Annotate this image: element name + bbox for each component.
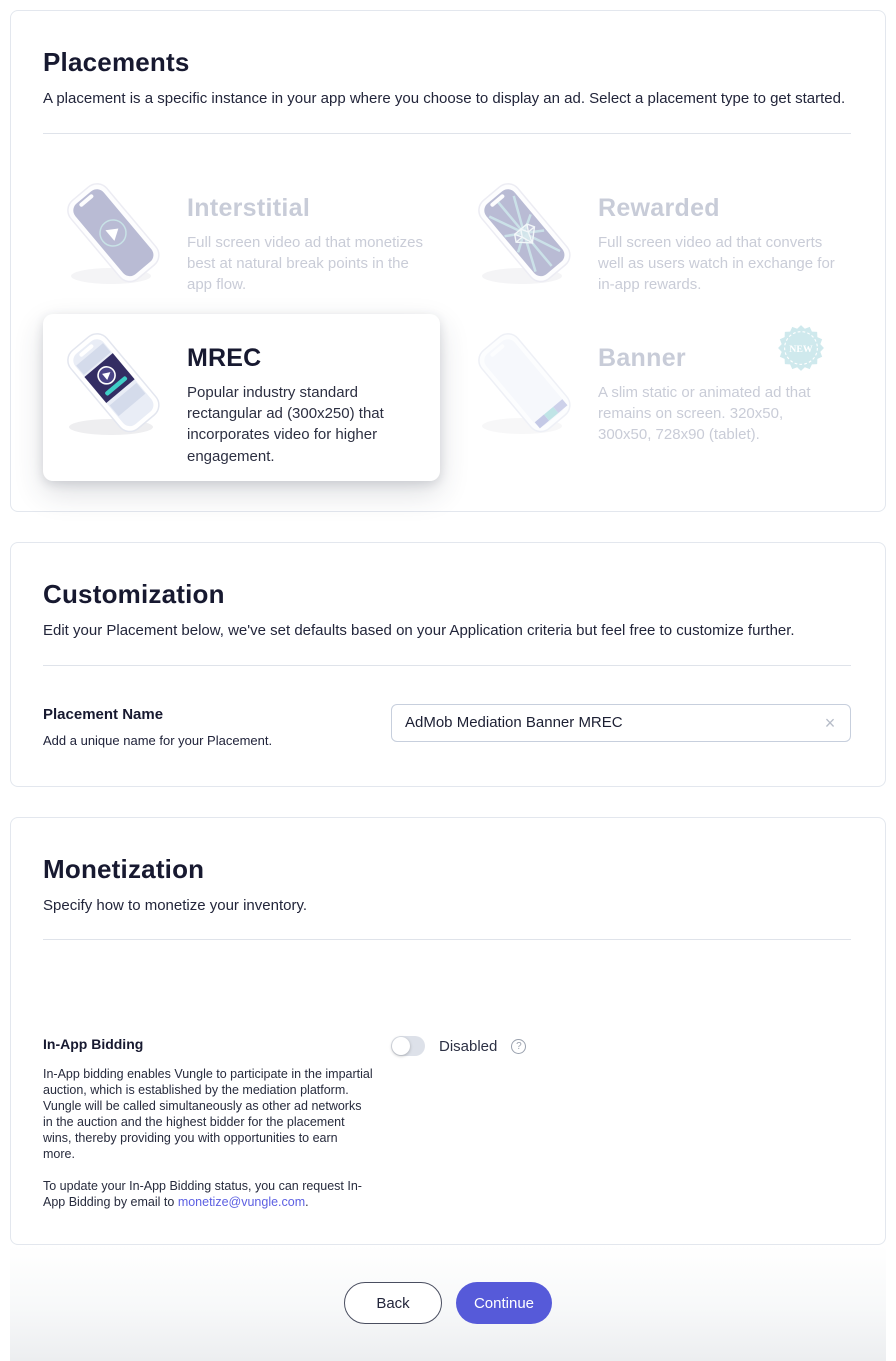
placement-name-helper: Add a unique name for your Placement. bbox=[43, 732, 273, 748]
interstitial-text bbox=[187, 178, 426, 296]
paragraph-2-prefix: To update your In-App Bidding status, you can request In-App Bidding by email to bbox=[43, 1179, 362, 1210]
in-app-bidding-paragraph-1: In-App bidding enables Vungle to participate in the impartial auction, which is established by the mediation platform. Vungle will be called simultaneously as other ad networks in the auction and the highest bidder for the placement wins, thereby providing you with opportunities to earn more. bbox=[43, 1067, 373, 1162]
mrec-title: MREC bbox=[187, 343, 262, 372]
banner-description: A slim static or animated ad that remains on screen. 320x50, 300x50, 728x90 (tablet). bbox=[598, 383, 811, 444]
back-button[interactable]: Back bbox=[344, 1282, 442, 1324]
in-app-bidding-controls bbox=[391, 1036, 526, 1056]
rewarded-description: Full screen video ad that converts well as users watch in exchange for in-app rewards. bbox=[598, 233, 835, 294]
customization-description: Edit your Placement below, we've set defaults based on your Application criteria but feel free to customize further. bbox=[43, 621, 795, 639]
in-app-bidding-paragraph-2 bbox=[43, 1178, 373, 1210]
footer-actions bbox=[10, 1245, 886, 1361]
divider bbox=[43, 939, 851, 940]
banner-phone-icon bbox=[462, 328, 586, 440]
interstitial-phone-icon bbox=[51, 178, 175, 290]
monetization-card bbox=[10, 817, 886, 1246]
placement-name-labels bbox=[43, 704, 391, 748]
new-badge-icon bbox=[777, 324, 825, 372]
monetization-title: Monetization bbox=[43, 853, 205, 884]
divider bbox=[43, 665, 851, 666]
placement-tile-rewarded[interactable] bbox=[454, 164, 851, 310]
interstitial-description: Full screen video ad that monetizes best at natural break points in the app flow. bbox=[187, 233, 423, 294]
toggle-knob bbox=[392, 1037, 410, 1055]
customization-title: Customization bbox=[43, 578, 225, 609]
rewarded-title: Rewarded bbox=[598, 193, 720, 222]
placement-name-input[interactable] bbox=[391, 704, 851, 742]
placements-title: Placements bbox=[43, 47, 190, 77]
new-badge-label: NEW bbox=[789, 343, 813, 355]
continue-button[interactable]: Continue bbox=[456, 1282, 552, 1324]
monetize-email-link[interactable]: monetize@vungle.com bbox=[177, 1195, 306, 1210]
placement-name-input-wrap bbox=[391, 704, 851, 742]
divider bbox=[43, 133, 851, 134]
banner-title: Banner bbox=[598, 343, 686, 372]
mrec-text bbox=[187, 328, 426, 467]
in-app-bidding-row bbox=[43, 1036, 851, 1210]
placement-type-grid bbox=[43, 164, 851, 481]
placement-tile-interstitial[interactable] bbox=[43, 164, 440, 310]
placement-tile-mrec[interactable] bbox=[43, 314, 440, 481]
rewarded-phone-icon bbox=[462, 178, 586, 290]
in-app-bidding-toggle[interactable] bbox=[391, 1036, 425, 1056]
rewarded-text bbox=[598, 178, 837, 296]
help-icon[interactable]: ? bbox=[511, 1039, 526, 1054]
mrec-description: Popular industry standard rectangular ad (300x250) that incorporates video for higher engagement. bbox=[187, 383, 384, 465]
placement-name-label: Placement Name bbox=[43, 705, 164, 723]
monetization-description: Specify how to monetize your inventory. bbox=[43, 896, 308, 914]
in-app-bidding-text bbox=[43, 1036, 391, 1210]
placement-name-row bbox=[43, 704, 851, 748]
placement-tile-banner[interactable] bbox=[454, 314, 851, 481]
interstitial-title: Interstitial bbox=[187, 193, 311, 222]
placements-description: A placement is a specific instance in your app where you choose to display an ad. Select a placement type to get started. bbox=[43, 90, 846, 107]
clear-input-icon[interactable]: × bbox=[819, 712, 841, 734]
placements-card bbox=[10, 10, 886, 512]
paragraph-2-suffix: . bbox=[305, 1195, 309, 1210]
mrec-phone-icon bbox=[51, 328, 175, 440]
in-app-bidding-label: In-App Bidding bbox=[43, 1036, 144, 1053]
in-app-bidding-status: Disabled bbox=[439, 1037, 498, 1055]
customization-card bbox=[10, 542, 886, 787]
